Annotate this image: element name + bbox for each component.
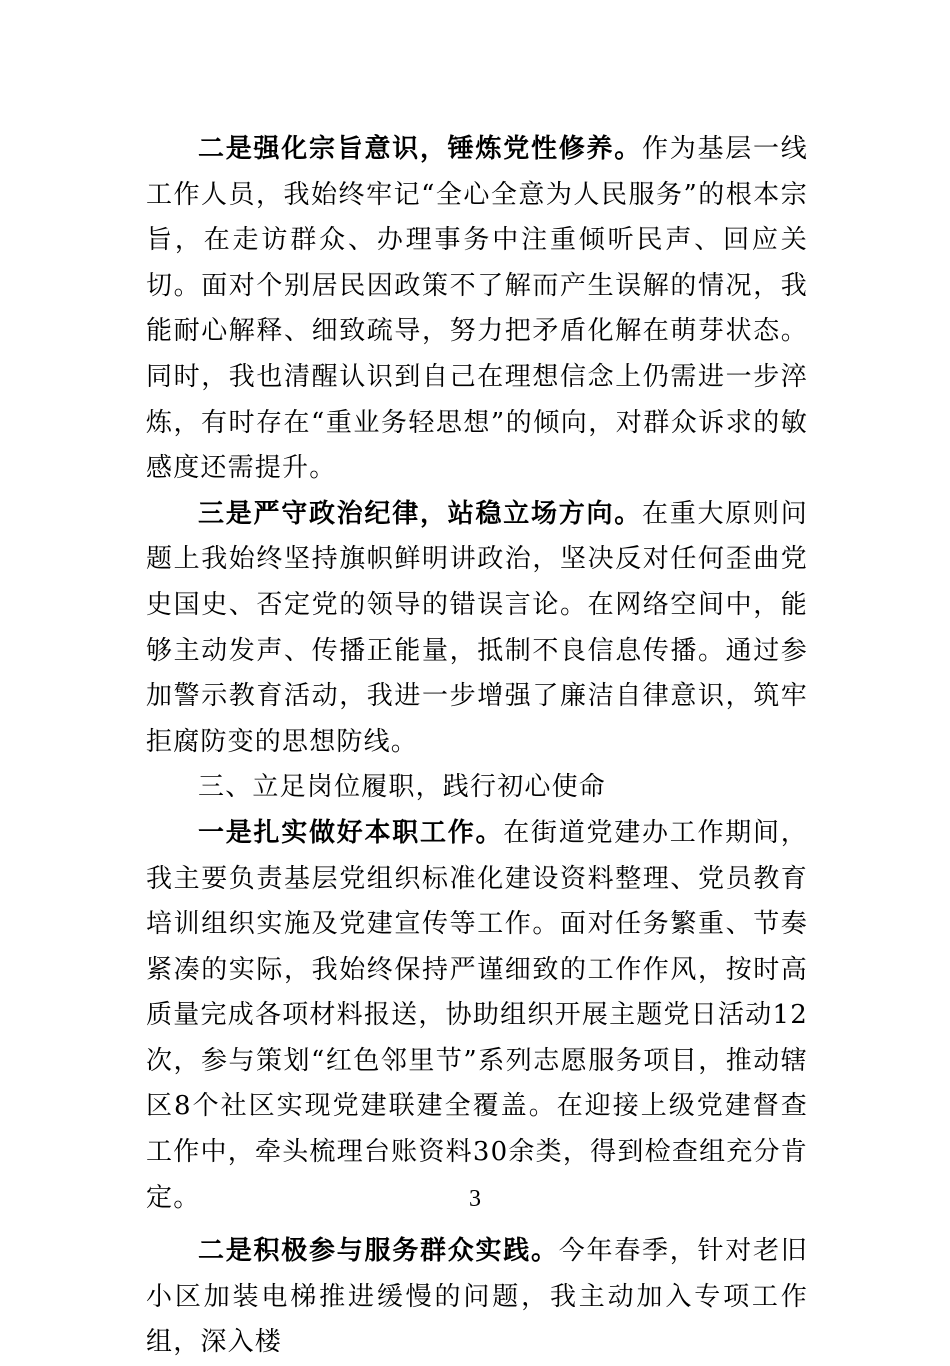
paragraph-lead: 三是严守政治纪律，站稳立场方向。 [198, 498, 643, 529]
paragraph-body: 今年春季，针对老旧小区加装电梯推进缓慢的问题，我主动加入专项工作组，深入楼 [146, 1236, 808, 1358]
section-heading: 三、立足岗位履职，践行初心使命 [198, 772, 607, 803]
paragraph-body: 在重大原则问题上我始终坚持旗帜鲜明讲政治，坚决反对任何歪曲党史国史、否定党的领导的错误言论。在网络空间中，能够主动发声、传播正能量，抵制不良信息传播。通过参加警示教育活动，我进一步增强了廉洁自律意识，筑牢拒腐防变的思想防线。 [146, 498, 809, 757]
paragraph-purpose-awareness [146, 127, 808, 492]
document-body [146, 127, 808, 1366]
paragraph-political-discipline [146, 492, 808, 766]
paragraph-body: 在街道党建办工作期间，我主要负责基层党组织标准化建设资料整理、党员教育培训组织实施及党建宣传等工作。面对任务繁重、节奏紧凑的实际，我始终保持严谨细致的工作作风，按时高质量完成各项材料报送，协助组织开展主题党日活动12次，参与策划“红色邻里节”系列志愿服务项目，推动辖区8个社区实现党建联建全覆盖。在迎接上级党建督查工作中，牵头梳理台账资料30余类，得到检查组充分肯定。 [146, 817, 809, 1213]
paragraph-job-duties [146, 811, 808, 1221]
page-number: 3 [469, 1186, 481, 1212]
paragraph-lead: 二是积极参与服务群众实践。 [198, 1236, 559, 1267]
paragraph-serve-public [146, 1229, 808, 1366]
paragraph-lead: 一是扎实做好本职工作。 [198, 817, 504, 848]
paragraph-lead: 二是强化宗旨意识，锤炼党性修养。 [198, 134, 643, 164]
paragraph-body: 作为基层一线工作人员，我始终牢记“全心全意为人民服务”的根本宗旨，在走访群众、办理事务中注重倾听民声、回应关切。面对个别居民因政策不了解而产生误解的情况，我能耐心解释、细致疏导，努力把矛盾化解在萌芽状态。同时，我也清醒认识到自己在理想信念上仍需进一步淬炼，有时存在“重业务轻思想”的倾向，对群众诉求的敏感度还需提升。 [146, 134, 809, 484]
